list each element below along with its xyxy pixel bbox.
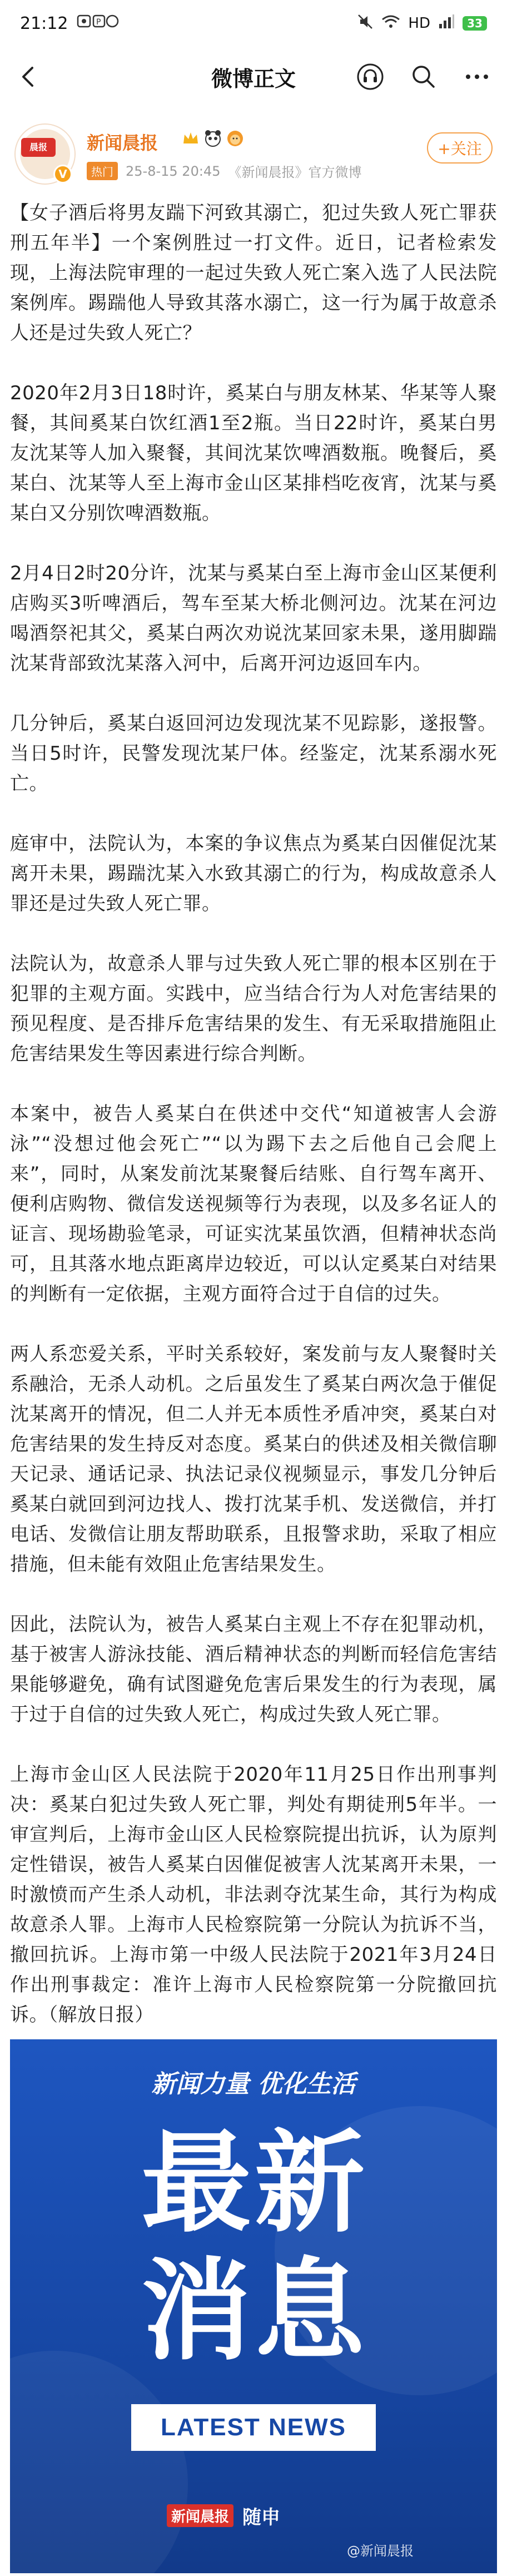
article-paragraph: 2月4日2时20分许，沈某与奚某白至上海市金山区某便利店购买3听啤酒后，驾车至某大桥北侧河边。沈某在河边喝酒祭祀其父，奚某白两次劝说沈某回家未果，遂用脚踹沈某背部致沈某落入河中，后离开河边返回车内。	[10, 562, 497, 675]
page-title: 微博正文	[211, 66, 296, 91]
banner-headline-char: 息	[255, 2247, 365, 2375]
follow-label: +关注	[438, 140, 482, 158]
post-source: 《新闻晨报》官方微博	[228, 165, 362, 180]
battery-icon	[463, 16, 487, 31]
listen-icon[interactable]	[355, 61, 386, 92]
nav-bar	[0, 47, 507, 107]
mute-icon	[357, 13, 374, 34]
network-label: HD	[408, 15, 430, 32]
back-arrow-icon[interactable]	[16, 63, 42, 90]
banner-logo-app: 随申	[242, 2506, 281, 2529]
notification-icons	[77, 13, 121, 33]
article-paragraph: 本案中，被告人奚某白在供述中交代“知道被害人会游泳”“没想过他会死亡”“以为踢下去之后他自己会爬上来”，同时，从案发前沈某聚餐后结账、自行驾车离开、便利店购物、微信发送视频等行为表现，以及多名证人的证言、现场勘验笔录，可证实沈某虽饮酒，但精神状态尚可，且其落水地点距离岸边较近，可以认定奚某白对结果的判断有一定依据，主观方面符合过于自信的过失。	[10, 1103, 497, 1305]
banner-headline-char: 最	[141, 2119, 251, 2247]
banner-logo-text: 新闻晨报	[167, 2504, 233, 2527]
post-date: 25-8-15 20:45	[126, 163, 221, 179]
author-name[interactable]: 新闻晨报	[87, 132, 158, 153]
author-badge-icons	[181, 129, 245, 148]
banner-decoration	[10, 2351, 188, 2573]
verified-badge-text: V	[58, 167, 67, 181]
banner-slogan: 新闻力量 优化生活	[151, 2070, 356, 2098]
post-meta	[87, 161, 361, 181]
search-icon[interactable]	[408, 61, 439, 92]
status-right	[357, 13, 487, 34]
nav-actions	[355, 61, 493, 92]
author-row	[14, 123, 493, 185]
banner-headline-char: 消	[141, 2247, 251, 2375]
banner-headline-char: 新	[255, 2119, 365, 2247]
follow-button[interactable]	[427, 132, 493, 164]
image-watermark: @新闻晨报	[347, 2543, 414, 2559]
banner-logo	[167, 2502, 280, 2529]
news-banner-image[interactable]	[10, 2039, 497, 2573]
svg-text:P: P	[96, 18, 101, 27]
lion-icon	[226, 129, 245, 148]
battery-level: 33	[467, 17, 483, 30]
status-bar	[0, 0, 507, 47]
more-icon[interactable]	[461, 61, 493, 92]
status-time: 21:12	[20, 13, 68, 33]
article-paragraph: 几分钟后，奚某白返回河边发现沈某不见踪影，遂报警。当日5时许，民警发现沈某尸体。经鉴定，沈某系溺水死亡。	[10, 712, 497, 795]
article-paragraph: 因此，法院认为，被告人奚某白主观上不存在犯罪动机，基于被害人游泳技能、酒后精神状态的判断而轻信危害结果能够避免，确有试图避免危害后果发生的行为表现，属于过于自信的过失致人死亡，构成过失致人死亡罪。	[10, 1613, 497, 1726]
article-paragraph: 庭审中，法院认为，本案的争议焦点为奚某白因催促沈某离开未果，踢踹沈某入水致其溺亡的行为，构成故意杀人罪还是过失致人死亡罪。	[10, 833, 497, 915]
crown-icon	[181, 129, 200, 148]
avatar-tag-text: 晨报	[29, 142, 47, 152]
article-paragraph: 两人系恋爱关系，平时关系较好，案发前与友人聚餐时关系融洽，无杀人动机。之后虽发生了奚某白两次急于催促沈某离开的情况，但二人并无本质性矛盾冲突，奚某白对危害结果的发生持反对态度。奚某白的供述及相关微信聊天记录、通话记录、执法记录仪视频显示，事发几分钟后奚某白就回到河边找人、拨打沈某手机、发送微信，并打电话、发微信让朋友帮助联系，且报警求助，采取了相应措施，但未能有效阻止危害结果发生。	[10, 1343, 497, 1576]
banner-english-label: LATEST NEWS	[131, 2404, 376, 2451]
verified-badge-icon	[53, 165, 72, 184]
hot-badge: 热门	[87, 162, 118, 180]
wifi-icon	[381, 14, 400, 33]
article-paragraph: 法院认为，故意杀人罪与过失致人死亡罪的根本区别在于犯罪的主观方面。实践中，应当结合行为人对危害结果的预见程度、是否排斥危害结果的发生、有无采取措施阻止危害结果发生等因素进行综合判断。	[10, 953, 497, 1065]
article-paragraph: 2020年2月3日18时许，奚某白与朋友林某、华某等人聚餐，其间奚某白饮红酒1至2瓶。当日22时许，奚某白男友沈某等人加入聚餐，其间沈某饮啤酒数瓶。晚餐后，奚某白、沈某等人至上海市金山区某排档吃夜宵，沈某与奚某白又分别饮啤酒数瓶。	[10, 382, 497, 524]
article-paragraph: 【女子酒后将男友踹下河致其溺亡，犯过失致人死亡罪获刑五年半】一个案例胜过一打文件。近日，记者检索发现，上海法院审理的一起过失致人死亡案入选了人民法院案例库。踢踹他人导致其落水溺亡，这一行为属于故意杀人还是过失致人死亡？	[10, 202, 497, 344]
article-paragraph: 上海市金山区人民法院于2020年11月25日作出刑事判决：奚某白犯过失致人死亡罪，判处有期徒刑5年半。一审宣判后，上海市金山区人民检察院提出抗诉，认为原判定性错误，被告人奚某白因催促被害人沈某离开未果，一时激愤而产生杀人动机，非法剥夺沈某生命，其行为构成故意杀人罪。上海市人民检察院第一分院认为抗诉不当，撤回抗诉。上海市第一中级人民法院于2021年3月24日作出刑事裁定：准许上海市人民检察院第一分院撤回抗诉。（解放日报）	[10, 1763, 497, 2026]
article-body	[10, 198, 497, 2030]
avatar-logo	[21, 138, 56, 157]
status-left	[20, 13, 121, 33]
panda-icon	[203, 129, 222, 148]
signal-icon	[438, 14, 455, 33]
